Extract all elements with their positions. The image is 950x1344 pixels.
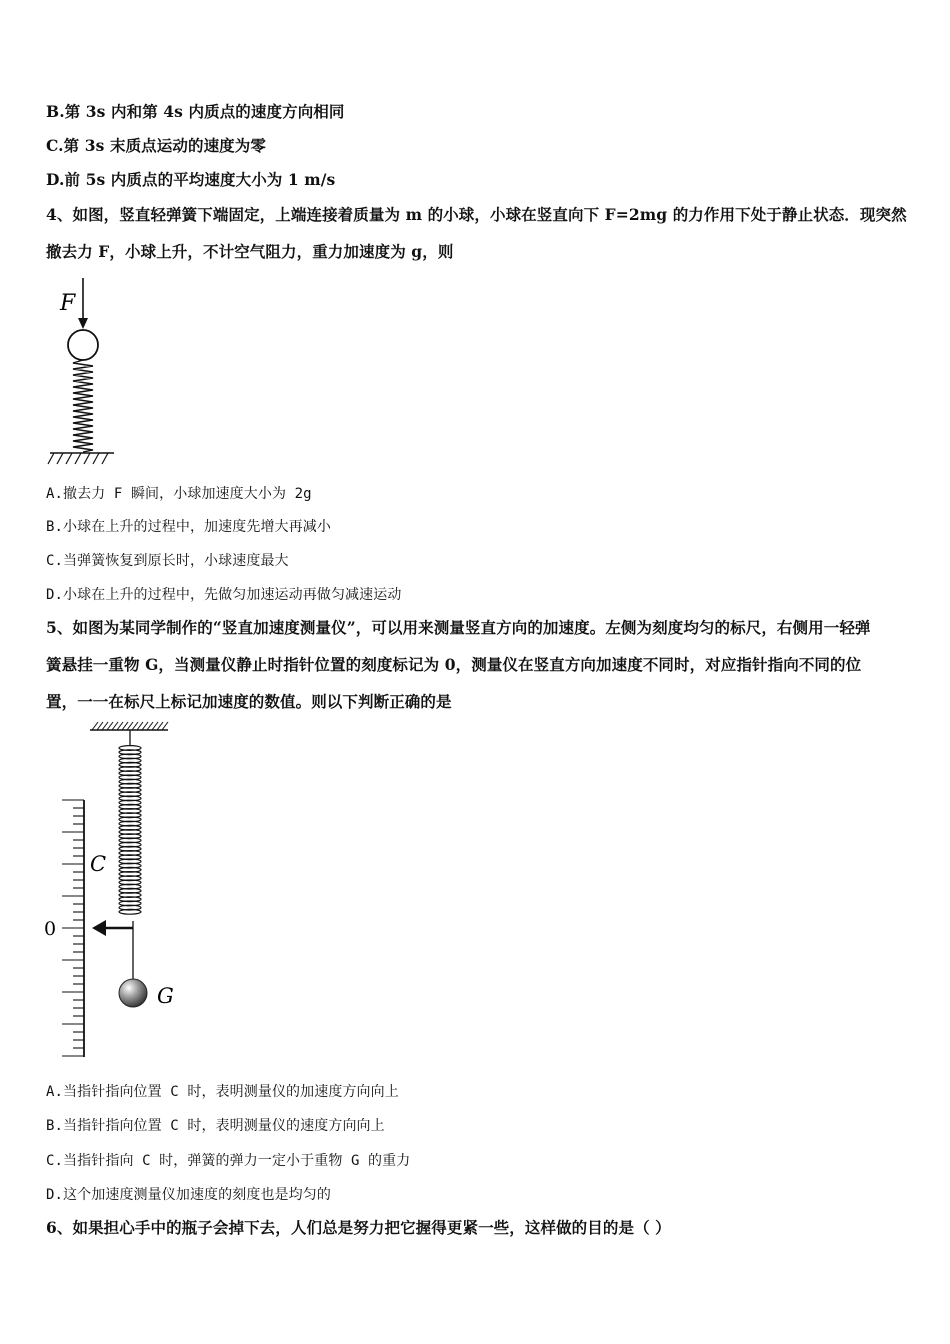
q5-stem-line2: 簧悬挂一重物 G，当测量仪静止时指针位置的刻度标记为 0，测量仪在竖直方向加速度不同时，对应指针指向不同的位: [46, 655, 862, 674]
force-arrow-head: [78, 318, 88, 329]
q4-stem-line1: 4、如图，竖直轻弹簧下端固定，上端连接着质量为 m 的小球，小球在竖直向下 F=2mg 的力作用下处于静止状态．现突然: [46, 205, 907, 224]
label-g: G: [157, 984, 174, 1008]
label-c: C: [90, 852, 107, 876]
q4-option-d: D.小球在上升的过程中，先做匀加速运动再做匀减速运动: [46, 587, 402, 603]
q5-option-a: A.当指针指向位置 C 时，表明测量仪的加速度方向向上: [46, 1084, 399, 1100]
label-zero: 0: [44, 918, 57, 940]
weight-ball: [119, 979, 147, 1007]
ground-hatch: [48, 453, 108, 464]
ruler-ticks: [62, 800, 84, 1056]
q4-stem-line2: 撤去力 F，小球上升，不计空气阻力，重力加速度为 g，则: [46, 242, 454, 261]
spring: [73, 360, 93, 452]
q3-option-c: C.第 3s 末质点运动的速度为零: [46, 136, 266, 155]
pointer-arrowhead: [92, 920, 106, 936]
ceiling-hatch: [92, 722, 168, 730]
spring: [119, 746, 141, 915]
q6-stem: 6、如果担心手中的瓶子会掉下去，人们总是努力把它握得更紧一些，这样做的目的是（ ）: [46, 1218, 671, 1237]
q5-option-d: D.这个加速度测量仪加速度的刻度也是均匀的: [46, 1187, 331, 1203]
force-label: F: [60, 291, 76, 316]
q3-option-d: D.前 5s 内质点的平均速度大小为 1 m/s: [46, 170, 336, 189]
q5-accelerometer-figure: [40, 716, 200, 1066]
q4-option-b: B.小球在上升的过程中，加速度先增大再减小: [46, 519, 331, 535]
q4-spring-figure: [40, 272, 130, 472]
q4-option-a: A.撤去力 F 瞬间，小球加速度大小为 2g: [46, 486, 312, 502]
q3-option-b: B.第 3s 内和第 4s 内质点的速度方向相同: [46, 102, 345, 121]
q5-option-b: B.当指针指向位置 C 时，表明测量仪的速度方向向上: [46, 1118, 385, 1134]
q5-stem-line1: 5、如图为某同学制作的“竖直加速度测量仪”，可以用来测量竖直方向的加速度。左侧为刻度均匀的标尺，右侧用一轻弹: [46, 618, 871, 637]
q5-option-c: C.当指针指向 C 时，弹簧的弹力一定小于重物 G 的重力: [46, 1153, 411, 1169]
q4-option-c: C.当弹簧恢复到原长时，小球速度最大: [46, 553, 289, 569]
ball: [68, 330, 98, 360]
q5-stem-line3: 置，一一在标尺上标记加速度的数值。则以下判断正确的是: [46, 692, 452, 711]
